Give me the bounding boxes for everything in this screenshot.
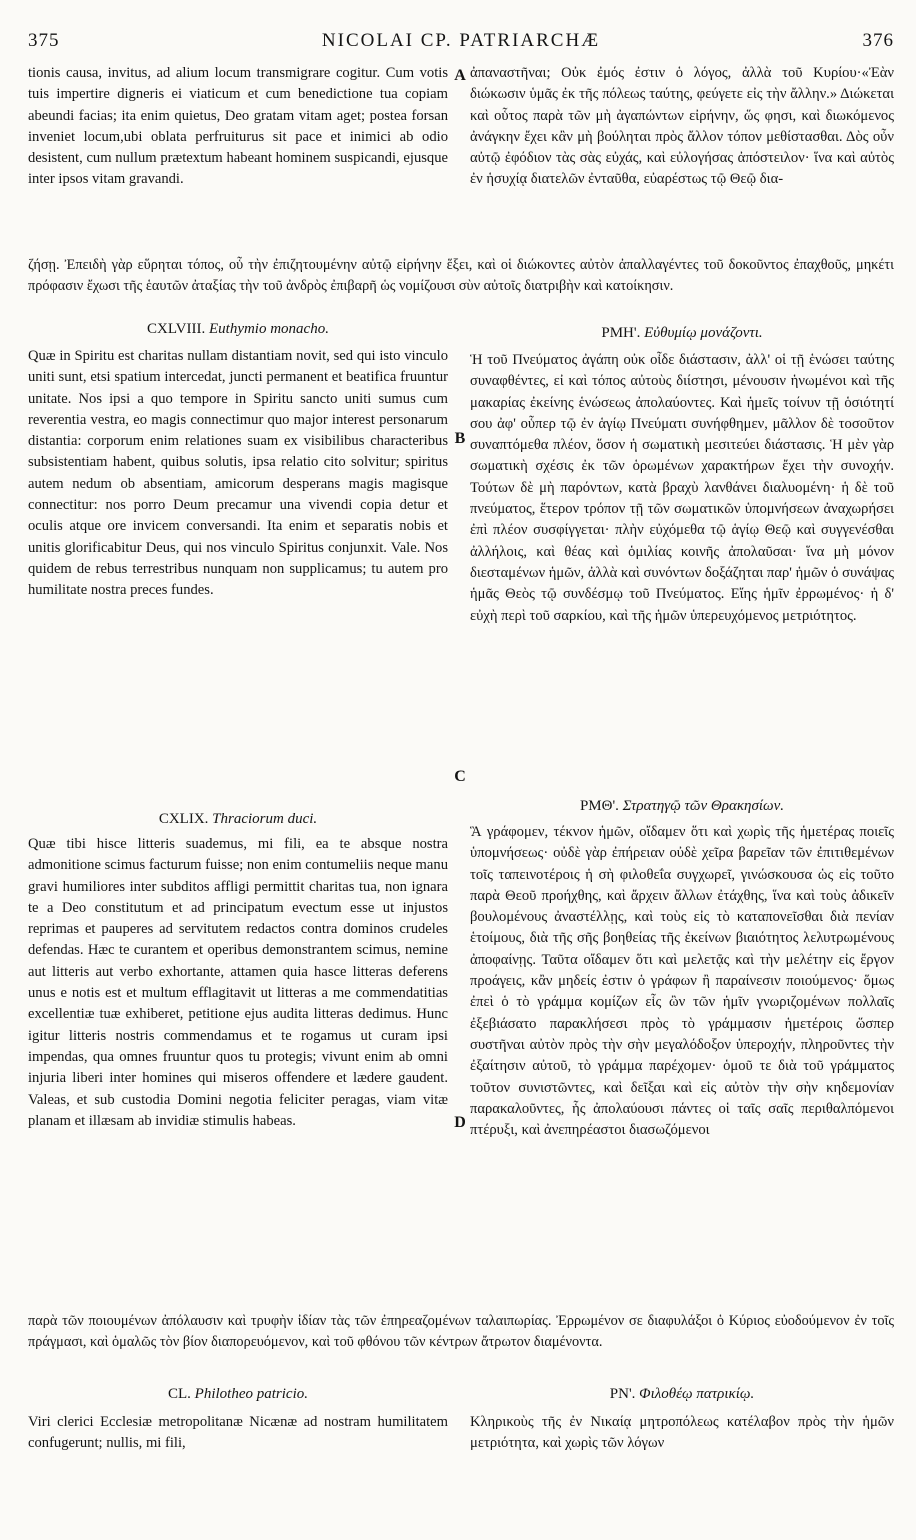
margin-letter-d: D (454, 1114, 466, 1131)
page-header (28, 30, 894, 60)
greek-heading-150-number: ΡΝ'. (609, 1386, 636, 1402)
greek-heading-148-number: ΡΜΗ'. (601, 325, 641, 341)
latin-column-top (28, 63, 448, 191)
latin-letter-149 (28, 834, 448, 1132)
greek-spanning-text-top: ζήσῃ. Ἐπειδὴ γὰρ εὕρηται τόπος, οὗ τὴν ἐπιζητουμένην αὐτῷ εἰρήνην ἕξει, καὶ οἱ διώκοντες αὐτὸν ἀπαλλαγέντες τοῦ δοκοῦντος ἐπαχθοῦς, μηκέτι πρόφασιν ἔχωσι τῆς ἑαυτῶν ἀταξίας τὴν τοῦ ἀνδρὸς ἐπιβαρῆ ὡς νομίζουσι σὺν αὐτοῖς διατριβὴν καὶ κατοίκησιν. (28, 257, 894, 295)
greek-letter-149-text: Ἃ γράφομεν, τέκνον ἡμῶν, οἴδαμεν ὅτι καὶ χωρὶς τῆς ἡμετέρας ποιεῖς ὑπομνήσεως· οὐδὲ γὰρ ἐπήρειαν οὐδὲ χεῖρα βαρεῖαν τῶν ἐπιτιθεμένων τοῖς ταπεινοτέροις ἡ σὴ φιλοθεΐα συγχωρεῖ, γινώσκουσα ὡς εἰς τοῦτο παρὰ Θεοῦ προήχθης, καὶ ἄρχειν ἄλλων ἐτάχθης, ἵνα καὶ τοὺς ἀδικεῖν βουλομένους ἀναστέλλῃς, καὶ τοὺς εἰς τὸ καταπονεῖσθαι διὰ πενίαν ἑτοίμους, διὰ τῆς σῆς βοηθείας τῆς ἐκείνων βιαιότητος λελυτρωμένους ἀποφαίνῃς. Ταῦτα οἴδαμεν ὅτι καὶ μελετᾷς καὶ τὴν μελέτην εἰς ἔργον προάγεις, κἂν μηδείς ἐστιν ὁ γράφων ἢ παραίνεσιν ποιούμενος· ὅμως ἐπεὶ ὁ τὸ γράμμα κομίζων εἷς ὢν τῶν ἡμῖν γνωριζομένων πολλαῖς ἐξεβιάσατο παρακλήσεσι πρὸς τὸ γράμμασιν ἡμετέροις ὥσπερ συστῆναι αὐτὸν πρὸς τὴν σὴν μεγαλόδοξον ὑπεροχήν, πληροῦντες τὴν ἐξαίτησιν αὐτοῦ, τὸ γράμμα παρέχομεν· ὁμοῦ τε διὰ τοῦ γράμματος τοῦτον συνιστῶντες, καὶ δεῖξαι καὶ εἰς αὐτὸν τὴν σὴν κηδεμονίαν παρακαλοῦντες, ἧς ἀπολαύουσι πάντες οἱ ταῖς σαῖς περιθαλπόμενοι πτέρυξι, καὶ ἀνεπηρέαστοι διασωζόμενοι (470, 824, 894, 1139)
greek-letter-150-text: Κληρικοὺς τῆς ἐν Νικαίᾳ μητροπόλεως κατέλαβον πρὸς τὴν ἡμῶν μετριότητα, καὶ χωρὶς τῶν λόγων (470, 1414, 894, 1452)
greek-heading-149 (470, 798, 894, 815)
latin-heading-149-title: Thraciorum duci. (212, 811, 318, 827)
greek-heading-148-title: Εὐθυμίῳ μονάζοντι. (644, 325, 763, 341)
latin-heading-150 (28, 1386, 448, 1403)
margin-letter-a: A (454, 67, 466, 84)
latin-letter-148 (28, 346, 448, 602)
greek-letter-148 (470, 350, 894, 627)
latin-heading-149 (28, 811, 448, 828)
latin-heading-148-number: CXLVIII. (147, 321, 206, 337)
margin-letter-b: B (454, 430, 466, 447)
latin-heading-148 (28, 321, 448, 338)
greek-letter-148-text: Ἡ τοῦ Πνεύματος ἀγάπη οὐκ οἶδε διάστασιν, ἀλλ' οἱ τῇ ἑνώσει ταύτης συναφθέντες, εἰ καὶ τόπος αὐτοὺς διίστησι, μένουσιν ἡνωμένοι καὶ τῆς μακαρίας ἐκείνης ἑνώσεως ἀπολαύοντες. Καὶ ἡμεῖς τοίνυν τῇ ὁσιότητί σου ἀφ' οὗπερ τῷ ἐν ἁγίῳ Πνεύματι συνήφθημεν, μᾶλλον δὲ τοσοῦτον συναπτόμεθα πλέον, ὅσον ἡ σωματικὴ μεσιτεύει διάστασις. Ἡ μὲν γὰρ σωματικὴ σχέσις ἐκ τῶν ὁρωμένων χαρακτήρων ἔχει τὴν συνοχήν. Τούτων δὲ μὴ παρόντων, κατὰ βραχὺ λανθάνει διαλυομένη· ἡ δὲ τοῦ πνεύματος, ἕτερον τρόπον τῇ τῶν σωματικῶν ὑπομνήσεων ἀναχωρήσει ἐπὶ πλέον συσφίγγεται· πλὴν εὐχόμεθα τῷ ἁγίῳ Θεῷ καὶ συγγενέσθαι ἀλλήλοις, καὶ θέας καὶ ὁμιλίας κοινῆς ἀπολαῦσαι· ἵνα μὴ μόνον διεσταμένων ἡμῶν, ἀλλὰ καὶ συνόντων δοξάζηται παρ' ἡμῶν ὁ συνάψας ἡμᾶς Θεὸς τῷ συνδέσμῳ τοῦ Πνεύματος. Εἴης ἡμῖν ἐρρωμένος· ἡ δ' εὐχὴ περὶ τοῦ σαρκίου, καὶ τῆς ἡμῶν ὑπερευχόμενος μετριότητος. (470, 352, 894, 624)
greek-spanning-text-149: παρὰ τῶν ποιουμένων ἀπόλαυσιν καὶ τρυφὴν ἰδίαν τὰς τῶν ἐπηρεαζομένων ταλαιπωρίας. Ἐρρωμένον σε διαφυλάξοι ὁ Κύριος εὐοδούμενον ἐν τοῖς πράγμασι, καὶ ὁμαλῶς τὸν βίον διαπορευόμενον, καὶ τοῦ φθόνου τῶν κέντρων ἄτρωτον διαμένοντα. (28, 1313, 894, 1351)
greek-column-top (470, 63, 894, 191)
page-number-left: 375 (28, 30, 60, 51)
greek-heading-149-title: Στρατηγῷ τῶν Θρακησίων. (622, 798, 785, 814)
latin-heading-149-number: CXLIX. (158, 811, 209, 827)
latin-letter-148-text: Quæ in Spiritu est charitas nullam distantiam novit, sed qui isto vinculo uniti sunt, etsi spatium intercedat, juncti permanent et beatifica fruuntur unitate. Nos ipsi a quo tempore in Spiritu sancto uniti sumus cum reverentia vestra, eo magis connectimur quo major interest personarum distantia: corporum enim relationes suam ex visibilibus characteribus subsistentiam habent, quibus solutis, ipsa relatio cito solvitur; spiritus autem nedum ob absentiam, amicorum desperans magis magisque connectitur: nos porro Deum precamur una vivendi copia detur et oculis atque ore invicem conversandi. Ita enim et separatis nobis et unitis glorificabitur Deus, qui nos vinculo Spiritus conjunxit. Vale. Nos quidem de rebus terrestribus nunquam non supplicamus; tu autem pro humilitate nostra preces fundes. (28, 348, 448, 599)
latin-text-continuation: tionis causa, invitus, ad alium locum transmigrare cogitur. Cum votis tuis impertire digneris ei viaticum et cum benedictione tua copiam abeundi facias; ita enim quietus, Deo gratam vitam aget; postea forsan inveniet locum,ubi oblata perfruiturus sit pace et inimici ab odio desistent, cum nullum prætextum habeant hominem suspicandi, ejusque inter ipsos vitam gravandi. (28, 65, 448, 188)
greek-heading-149-number: ΡΜΘ'. (579, 798, 619, 814)
page-number-right: 376 (862, 30, 894, 51)
latin-letter-149-text: Quæ tibi hisce litteris suademus, mi fili, ea te absque nostra admonitione scimus facturum fuisse; non enim contumeliis neque manu gravi humiliores inter subditos affligi permittit charitas tua, non ignara te a Deo constitutum et ad principatum evectum esse ut injustos reprimas et pauperes ad servitutem redactos contra dominos crudeles defendas. Hæc te curantem et operibus demonstrantem scimus, nemine aut litteris aut verbo exhortante, attamen quia hasce litteras deferens unus e notis est et multum efflagitavit ut litteras a me commendatitias excellentiæ tuæ exhiberet, petitione ejus audita litteras dedimus. Hunc igitur litteris nostris commendamus et te rogamus ut curam ipsi impendas, qua omnes fruuntur quos tu protegis; vivunt enim ab omni injuria liberi inter homines qui miseros offendere et lædere gaudent. Valeas, et sub custodia Domini negotia feliciter peragas, viam vitæ planam et illæsam ab invidiæ stimulis habeas. (28, 836, 448, 1129)
margin-letter-c: C (454, 768, 466, 785)
greek-letter-150 (470, 1412, 894, 1455)
greek-heading-148 (470, 325, 894, 342)
running-title: NICOLAI CP. PATRIARCHÆ (321, 30, 601, 51)
greek-letter-149 (470, 822, 894, 1141)
latin-heading-150-number: CL. (168, 1386, 191, 1402)
greek-heading-150 (470, 1386, 894, 1403)
latin-heading-148-title: Euthymio monacho. (208, 321, 329, 337)
greek-heading-150-title: Φιλοθέῳ πατρικίῳ. (639, 1386, 755, 1402)
latin-heading-150-title: Philotheo patricio. (194, 1386, 308, 1402)
latin-letter-150-text: Viri clerici Ecclesiæ metropolitanæ Nicænæ ad nostram humilitatem confugerunt; nullis, mi fili, (28, 1414, 448, 1452)
greek-text-continuation: ἀπαναστῆναι; Οὐκ ἐμός ἐστιν ὁ λόγος, ἀλλὰ τοῦ Κυρίου·«Ἐὰν διώκωσιν ὑμᾶς ἐκ τῆς πόλεως ταύτης, φεύγετε εἰς τὴν ἄλλην.» Διώκεται καὶ οὗτος παρὰ τῶν μὴ ἀγαπώντων εἰρήνην, ὥς φησι, καὶ διωκόμενος ἀνάγκην ἔχει κἂν μὴ βούληται πρὸς ἄλλον τόπον μεθίστασθαι. Δὸς οὖν αὐτῷ ἐφόδιον τὰς σὰς εὐχάς, καὶ εὐλογήσας ἀπόστειλον· ἵνα καὶ αὐτὸς ἐν ἡσυχίᾳ διατελῶν ἐνταῦθα, εὐαρέστως τῷ Θεῷ δια- (470, 65, 894, 188)
latin-letter-150 (28, 1412, 448, 1455)
